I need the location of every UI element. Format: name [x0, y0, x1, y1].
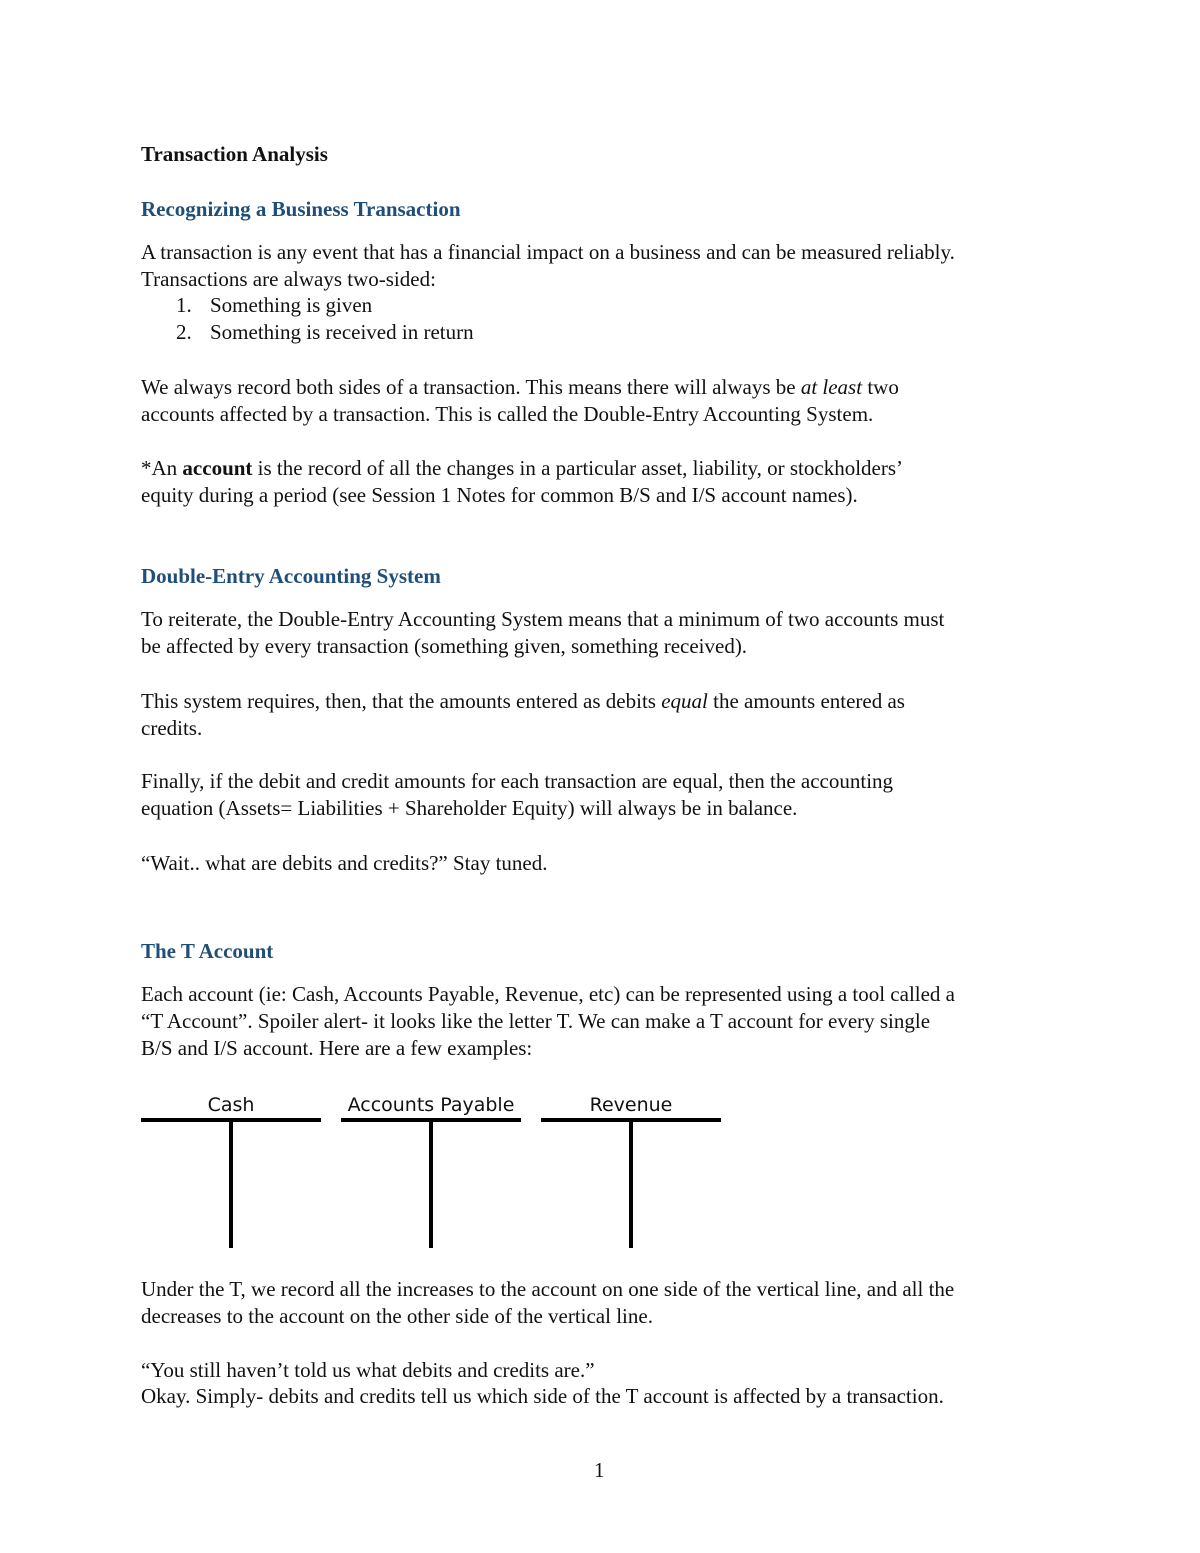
paragraph-line	[141, 455, 903, 482]
page-number: 1	[594, 1458, 605, 1482]
text-run: two	[862, 375, 899, 399]
emphasis-text: equal	[661, 689, 708, 713]
paragraph-line: “Wait.. what are debits and credits?” Stay tuned.	[141, 851, 548, 875]
t-account-accounts-payable	[341, 1092, 521, 1250]
section-heading-recognizing: Recognizing a Business Transaction	[141, 197, 461, 221]
t-account-revenue	[541, 1092, 721, 1250]
paragraph-line: decreases to the account on the other side of the vertical line.	[141, 1304, 653, 1328]
paragraph-line: Finally, if the debit and credit amounts for each transaction are equal, then the accounting	[141, 769, 894, 793]
t-account-title: Cash	[207, 1094, 255, 1116]
emphasis-text: at least	[800, 375, 863, 399]
list-item-text: Something is received in return	[210, 320, 474, 344]
t-account-title: Accounts Payable	[347, 1094, 515, 1116]
t-account-stem	[229, 1120, 233, 1248]
list-item	[176, 292, 474, 319]
paragraph-line: credits.	[141, 716, 203, 740]
list-number: 1.	[176, 293, 192, 317]
text-run: is the record of all the changes in a particular asset, liability, or stockholders’	[252, 456, 904, 480]
paragraph-line: “T Account”. Spoiler alert- it looks like the letter T. We can make a T account for every single	[141, 1009, 931, 1033]
paragraph-line: Okay. Simply- debits and credits tell us which side of the T account is affected by a transaction.	[141, 1384, 944, 1408]
paragraph-line: “You still haven’t told us what debits and credits are.”	[141, 1358, 595, 1382]
t-account-cash	[141, 1092, 321, 1250]
section-heading-t-account: The T Account	[141, 939, 274, 963]
paragraph-line	[141, 374, 899, 401]
text-run: We always record both sides of a transaction. This means there will always be	[141, 375, 801, 399]
t-account-stem	[629, 1120, 633, 1248]
text-run: This system requires, then, that the amounts entered as debits	[141, 689, 662, 713]
paragraph-line: B/S and I/S account. Here are a few examples:	[141, 1036, 533, 1060]
list-item	[176, 319, 474, 346]
bold-term: account	[182, 456, 253, 480]
text-run: the amounts entered as	[707, 689, 905, 713]
paragraph-line: Each account (ie: Cash, Accounts Payable, Revenue, etc) can be represented using a tool called a	[141, 982, 956, 1006]
numbered-list	[176, 292, 474, 346]
paragraph-line: accounts affected by a transaction. This is called the Double-Entry Accounting System.	[141, 402, 874, 426]
paragraph-line	[141, 688, 905, 715]
paragraph-line: equity during a period (see Session 1 Notes for common B/S and I/S account names).	[141, 483, 858, 507]
paragraph-line: Under the T, we record all the increases to the account on one side of the vertical line, and all the	[141, 1277, 955, 1301]
paragraph-line: To reiterate, the Double-Entry Accounting System means that a minimum of two accounts must	[141, 607, 945, 631]
section-heading-double-entry: Double-Entry Accounting System	[141, 564, 441, 588]
t-account-stem	[429, 1120, 433, 1248]
list-number: 2.	[176, 320, 192, 344]
text-run: *An	[141, 456, 183, 480]
paragraph-line: be affected by every transaction (something given, something received).	[141, 634, 748, 658]
list-item-text: Something is given	[210, 293, 373, 317]
paragraph-line: equation (Assets= Liabilities + Shareholder Equity) will always be in balance.	[141, 796, 798, 820]
paragraph-line: Transactions are always two-sided:	[141, 267, 436, 291]
document-title: Transaction Analysis	[141, 142, 328, 166]
paragraph-line: A transaction is any event that has a financial impact on a business and can be measured reliably.	[141, 240, 955, 264]
t-account-title: Revenue	[589, 1094, 673, 1116]
